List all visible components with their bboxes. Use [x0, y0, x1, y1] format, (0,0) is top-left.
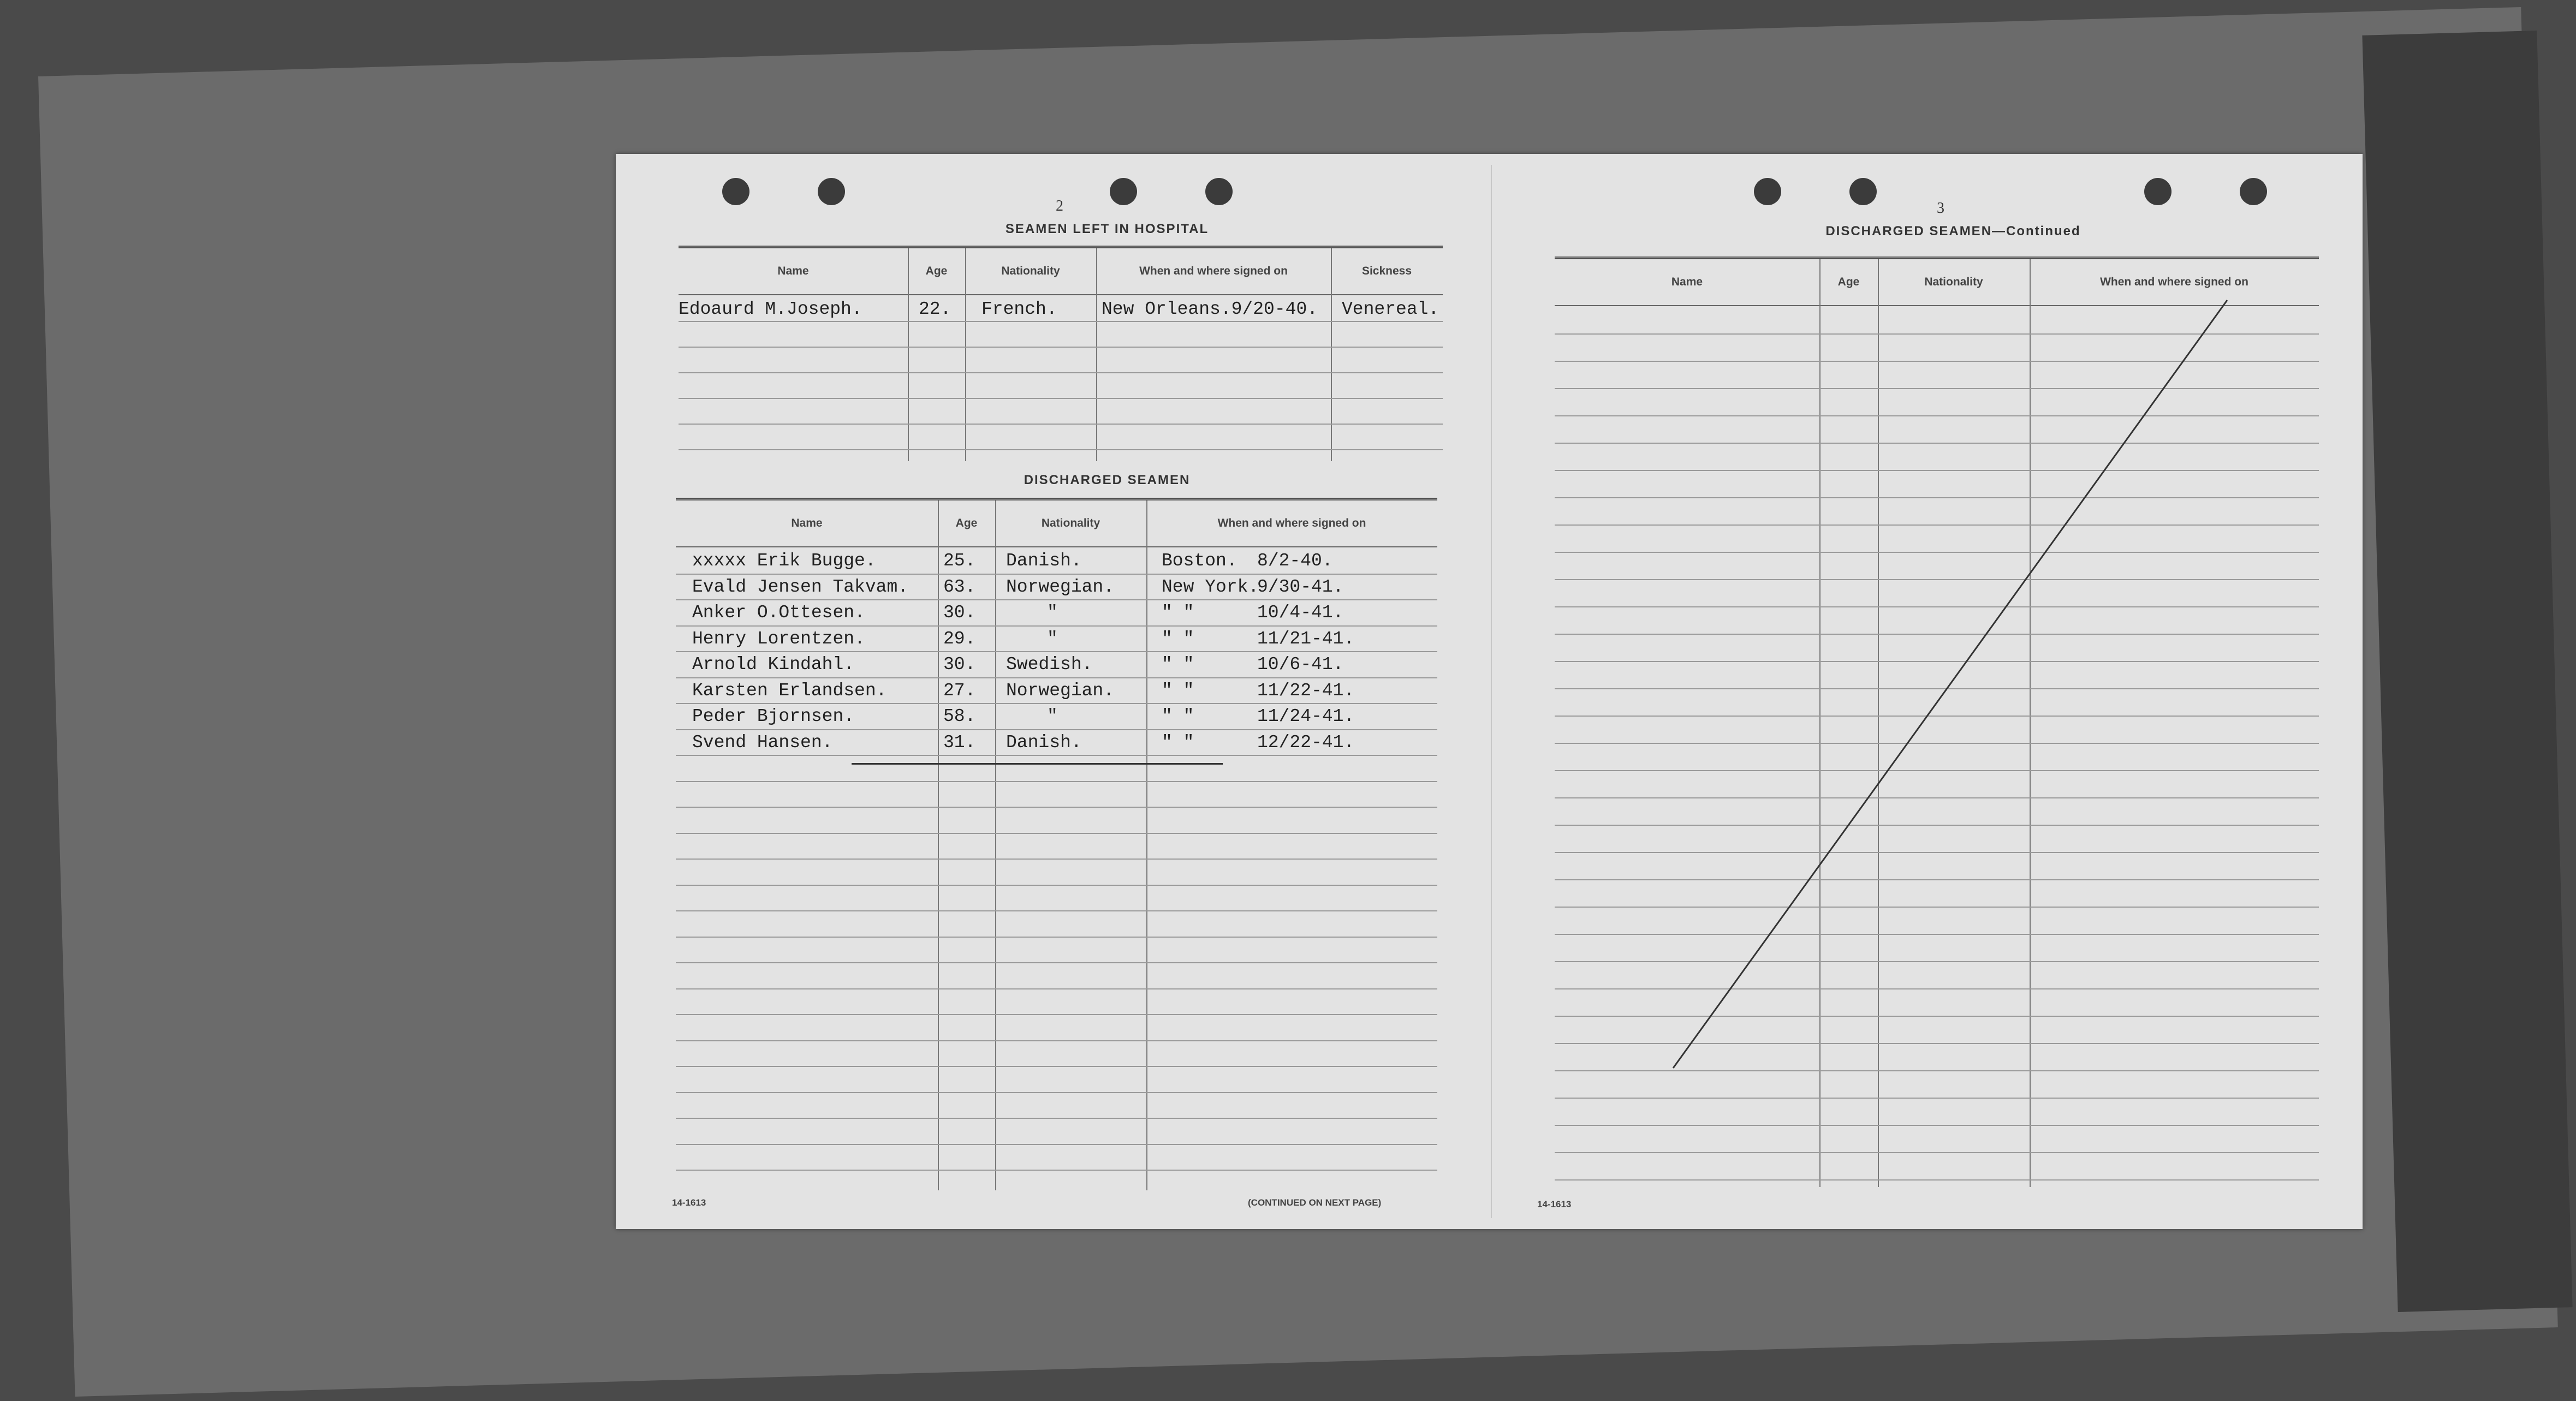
- punch-hole: [1110, 178, 1137, 205]
- punch-hole: [1849, 178, 1877, 205]
- hospital-header-2: Nationality: [965, 248, 1096, 295]
- discharged-cell-age: 27.: [943, 680, 976, 701]
- discharged-row-rule: [676, 885, 1437, 886]
- discharged-column-rule: [1146, 500, 1147, 1190]
- discharged-cell-age: 25.: [943, 551, 976, 571]
- discharged-cell-place: " ": [1162, 680, 1194, 701]
- continued-header-3: When and where signed on: [2030, 259, 2319, 306]
- discharged-table: [676, 498, 1437, 1190]
- punch-hole: [1205, 178, 1233, 205]
- discharged-cell-date: 10/4-41.: [1257, 603, 1344, 623]
- punch-hole: [1754, 178, 1781, 205]
- punch-hole: [722, 178, 749, 205]
- hospital-row-rule: [679, 398, 1443, 399]
- discharged-cell-place: Boston.: [1162, 551, 1238, 571]
- discharged-cell-place: " ": [1162, 706, 1194, 726]
- hospital-header-3: When and where signed on: [1096, 248, 1331, 295]
- discharged-row-rule: [676, 962, 1437, 963]
- cross-out-line: [1555, 257, 2319, 1184]
- hospital-cell-signed_on: New Orleans.9/20-40.: [1102, 299, 1318, 319]
- discharged-row-rule: [676, 599, 1437, 600]
- document-sheet: [616, 154, 2363, 1229]
- discharged-cell-nationality: Norwegian.: [1006, 680, 1115, 701]
- microfilm-edge: [2362, 31, 2572, 1312]
- discharged-row-rule: [676, 1144, 1437, 1145]
- hospital-row-rule: [679, 321, 1443, 322]
- punch-hole: [818, 178, 845, 205]
- discharged-cell-nationality: Swedish.: [1006, 654, 1093, 675]
- hospital-row-rule: [679, 347, 1443, 348]
- discharged-row-rule: [676, 859, 1437, 860]
- discharged-cell-place: " ": [1162, 654, 1194, 675]
- discharged-cell-date: 11/24-41.: [1257, 706, 1355, 726]
- discharged-cell-name: Evald Jensen Takvam.: [692, 576, 909, 597]
- discharged-cell-nationality: ": [1047, 603, 1058, 623]
- discharged-cell-date: 10/6-41.: [1257, 654, 1344, 675]
- discharged-row-rule: [676, 988, 1437, 989]
- discharged-cell-nationality: ": [1047, 628, 1058, 649]
- discharged-cell-name: Karsten Erlandsen.: [692, 680, 887, 701]
- discharged-header-3: When and where signed on: [1146, 500, 1437, 547]
- end-of-list-rule: [852, 763, 1223, 765]
- form-number-left: 14-1613: [672, 1197, 706, 1208]
- discharged-row-rule: [676, 937, 1437, 938]
- discharged-title: DISCHARGED SEAMEN: [1024, 473, 1191, 487]
- discharged-row-rule: [676, 781, 1437, 782]
- discharged-cell-nationality: ": [1047, 706, 1058, 726]
- hospital-cell-nationality: French.: [981, 299, 1057, 319]
- discharged-cell-age: 31.: [943, 732, 976, 753]
- hospital-cell-name: Edoaurd M.Joseph.: [679, 299, 862, 319]
- discharged-cell-place: " ": [1162, 603, 1194, 623]
- page-fold: [1491, 165, 1492, 1218]
- discharged-cell-place: New York.: [1162, 576, 1259, 597]
- discharged-row-rule: [676, 755, 1437, 756]
- discharged-cell-date: 8/2-40.: [1257, 551, 1333, 571]
- discharged-row-rule: [676, 807, 1437, 808]
- discharged-row-rule: [676, 703, 1437, 704]
- continued-header-0: Name: [1555, 259, 1819, 306]
- discharged-cell-date: 9/30-41.: [1257, 576, 1344, 597]
- discharged-cell-name: Henry Lorentzen.: [692, 628, 865, 649]
- discharged-column-rule: [938, 500, 939, 1190]
- hospital-row-rule: [679, 424, 1443, 425]
- discharged-cell-name: Peder Bjornsen.: [692, 706, 855, 726]
- discharged-cell-name: Arnold Kindahl.: [692, 654, 855, 675]
- hospital-header-0: Name: [679, 248, 908, 295]
- discharged-column-rule: [995, 500, 996, 1190]
- discharged-cell-date: 11/22-41.: [1257, 680, 1355, 701]
- discharged-row-rule: [676, 625, 1437, 627]
- discharged-cell-age: 29.: [943, 628, 976, 649]
- discharged-row-rule: [676, 729, 1437, 730]
- discharged-header-1: Age: [938, 500, 995, 547]
- page-number-left: 2: [1056, 198, 1063, 214]
- hospital-cell-sickness: Venereal.: [1342, 299, 1439, 319]
- discharged-cell-nationality: Danish.: [1006, 732, 1082, 753]
- discharged-cell-nationality: Danish.: [1006, 551, 1082, 571]
- discharged-cell-name: Anker O.Ottesen.: [692, 603, 865, 623]
- discharged-cell-name: xxxxx Erik Bugge.: [692, 551, 876, 571]
- discharged-row-rule: [676, 1092, 1437, 1093]
- form-number-right: 14-1613: [1537, 1199, 1572, 1209]
- discharged-cell-date: 11/21-41.: [1257, 628, 1355, 649]
- hospital-column-rule: [965, 248, 966, 461]
- continued-header-2: Nationality: [1878, 259, 2030, 306]
- hospital-column-rule: [1096, 248, 1097, 461]
- continued-header-1: Age: [1819, 259, 1878, 306]
- hospital-header-4: Sickness: [1331, 248, 1443, 295]
- hospital-column-rule: [1331, 248, 1332, 461]
- discharged-cell-age: 30.: [943, 654, 976, 675]
- discharged-cell-age: 58.: [943, 706, 976, 726]
- discharged-cell-place: " ": [1162, 732, 1194, 753]
- discharged-row-rule: [676, 910, 1437, 911]
- discharged-row-rule: [676, 1118, 1437, 1119]
- hospital-table: [679, 246, 1443, 461]
- continued-note: (CONTINUED ON NEXT PAGE): [1248, 1197, 1382, 1208]
- discharged-cell-date: 12/22-41.: [1257, 732, 1355, 753]
- hospital-row-rule: [679, 372, 1443, 373]
- hospital-header-1: Age: [908, 248, 965, 295]
- discharged-cell-age: 30.: [943, 603, 976, 623]
- discharged-row-rule: [676, 677, 1437, 678]
- discharged-cell-age: 63.: [943, 576, 976, 597]
- discharged-row-rule: [676, 1170, 1437, 1171]
- discharged-cell-name: Svend Hansen.: [692, 732, 833, 753]
- discharged-cell-place: " ": [1162, 628, 1194, 649]
- hospital-column-rule: [908, 248, 909, 461]
- hospital-row-rule: [679, 449, 1443, 450]
- hospital-title: SEAMEN LEFT IN HOSPITAL: [1005, 222, 1209, 236]
- discharged-continued-title: DISCHARGED SEAMEN—Continued: [1825, 224, 2081, 239]
- discharged-header-2: Nationality: [995, 500, 1146, 547]
- discharged-row-rule: [676, 1066, 1437, 1067]
- discharged-row-rule: [676, 1014, 1437, 1015]
- punch-hole: [2240, 178, 2267, 205]
- discharged-row-rule: [676, 574, 1437, 575]
- discharged-row-rule: [676, 651, 1437, 652]
- punch-hole: [2144, 178, 2172, 205]
- hospital-cell-age: 22.: [919, 299, 951, 319]
- discharged-row-rule: [676, 1040, 1437, 1041]
- discharged-cell-nationality: Norwegian.: [1006, 576, 1115, 597]
- page-number-right: 3: [1937, 200, 1944, 217]
- discharged-header-0: Name: [676, 500, 938, 547]
- discharged-row-rule: [676, 833, 1437, 834]
